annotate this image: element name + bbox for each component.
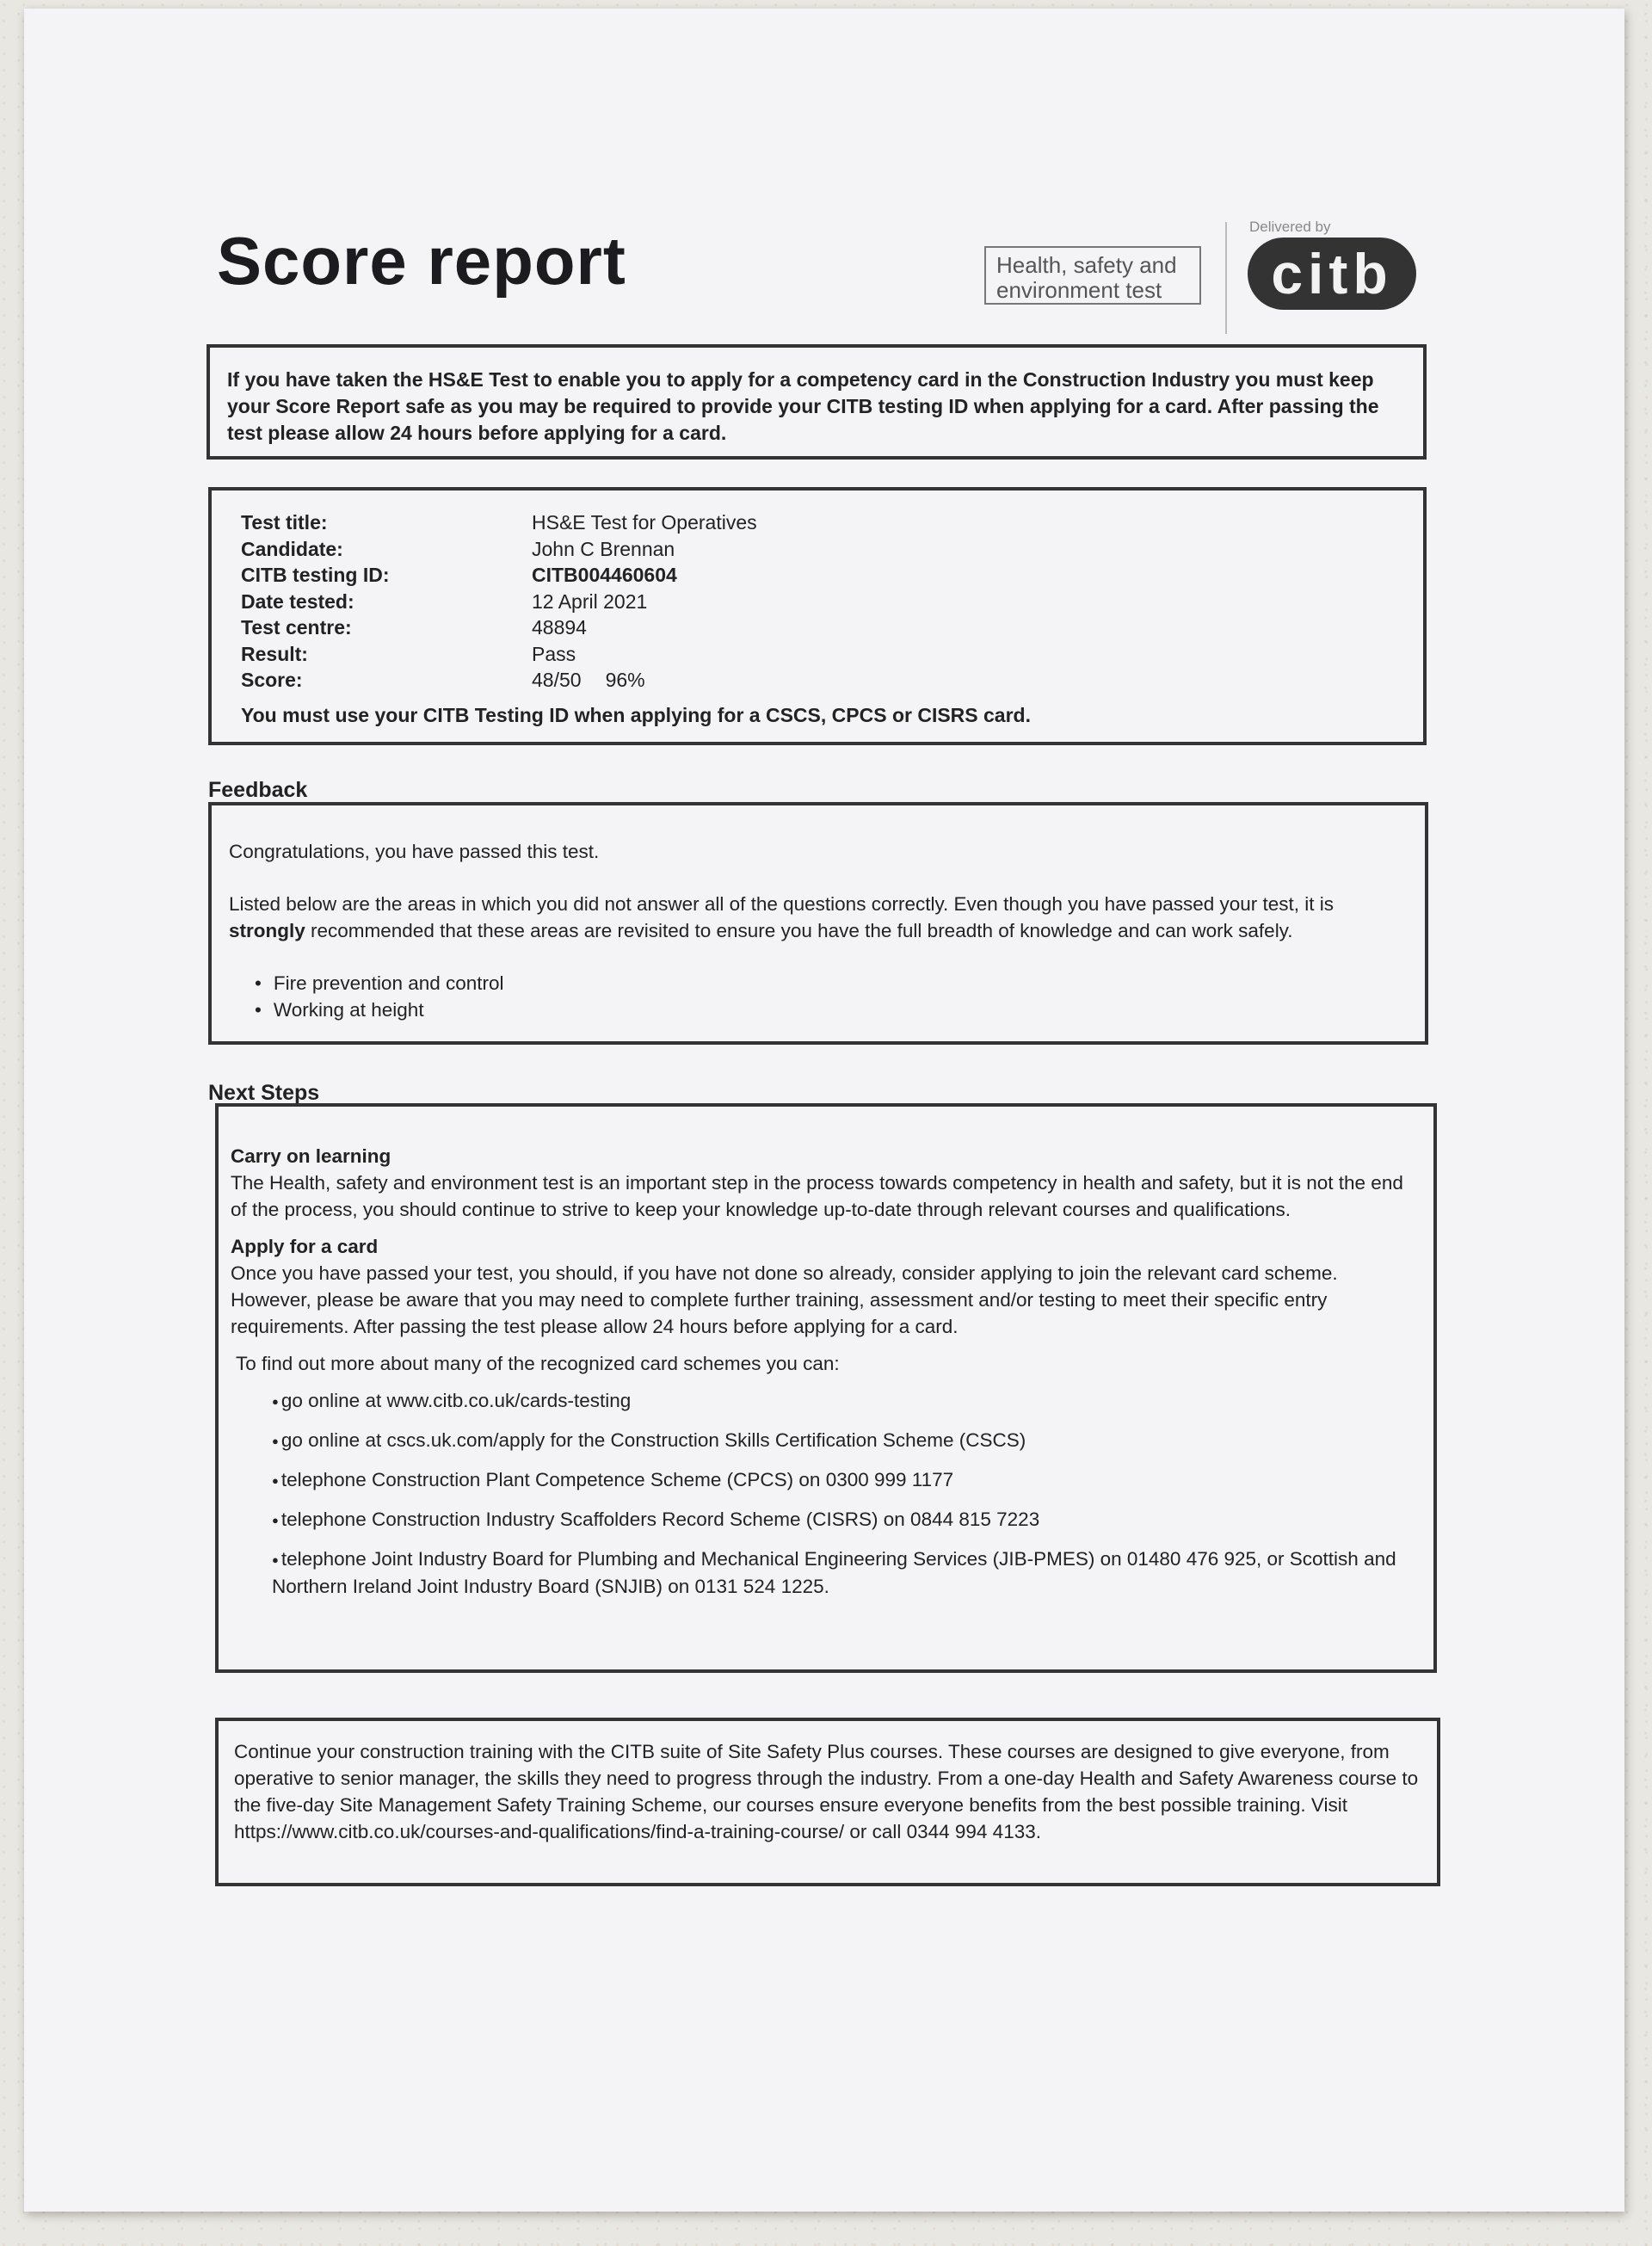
detail-row-result bbox=[241, 641, 757, 668]
list-item: ● go online at cscs.uk.com/apply for the Construction Skills Certification Scheme (CSCS) bbox=[272, 1427, 1418, 1454]
feedback-box bbox=[208, 802, 1428, 1045]
carry-on-learning-text: The Health, safety and environment test is an important step in the process towards competency in health and safety, but it is not the end of the process, you should continue to strive to keep your knowledge up-to-date through relevant courses and qualifications. bbox=[231, 1172, 1403, 1220]
strongly-emphasis: strongly bbox=[229, 920, 305, 941]
find-out-text: To find out more about many of the recognized card schemes you can: bbox=[236, 1353, 840, 1374]
list-item: ● go online at www.citb.co.uk/cards-testing bbox=[272, 1387, 1418, 1415]
detail-label: Score: bbox=[241, 669, 303, 691]
detail-value: 48894 bbox=[532, 616, 587, 639]
card-id-note: You must use your CITB Testing ID when applying for a CSCS, CPCS or CISRS card. bbox=[241, 704, 1031, 726]
apply-card-heading: Apply for a card bbox=[231, 1236, 379, 1257]
feedback-heading: Feedback bbox=[208, 778, 308, 802]
detail-label: Test centre: bbox=[241, 616, 352, 639]
detail-row-centre bbox=[241, 614, 757, 641]
intro-notice: If you have taken the HS&E Test to enable you to apply for a competency card in the Construction Industry you must keep your Score Report safe as you may be required to provide your CITB testing ID when applying for a card. After passing the test please allow 24 hours before applying for a card. bbox=[206, 344, 1427, 460]
detail-row-testing-id bbox=[241, 562, 757, 589]
test-details-list bbox=[241, 509, 757, 694]
detail-label: CITB testing ID: bbox=[241, 564, 390, 586]
detail-label: Result: bbox=[241, 642, 308, 665]
list-item: ● telephone Construction Industry Scaffolders Record Scheme (CISRS) on 0844 815 7223 bbox=[272, 1506, 1418, 1533]
apply-card-text: Once you have passed your test, you should, if you have not done so already, consider applying to join the relevant card scheme. However, please be aware that you may need to complete further training, assessment and/or testing to meet their specific entry requirements. After passing the test please allow 24 hours before applying for a card. bbox=[231, 1262, 1338, 1337]
card-scheme-options bbox=[272, 1387, 1418, 1600]
detail-row-test-title bbox=[241, 509, 757, 536]
detail-row-date bbox=[241, 589, 757, 615]
next-steps-heading: Next Steps bbox=[208, 1081, 320, 1105]
score-percentage: 96% bbox=[605, 669, 645, 691]
weak-areas-list bbox=[255, 970, 1408, 1023]
detail-value: Pass bbox=[532, 642, 576, 665]
list-item: ● telephone Construction Plant Competence Scheme (CPCS) on 0300 999 1177 bbox=[272, 1466, 1418, 1494]
detail-row-score bbox=[241, 667, 757, 694]
test-details-box bbox=[208, 487, 1427, 745]
list-item: ● telephone Joint Industry Board for Plumbing and Mechanical Engineering Services (JIB-PMES) on 01480 476 925, or Scottish and Northern Ireland Joint Industry Board (SNJIB) on 0131 524 1225. bbox=[272, 1546, 1418, 1600]
detail-row-candidate bbox=[241, 536, 757, 563]
logo-divider bbox=[1225, 222, 1227, 334]
congrats-text: Congratulations, you have passed this test. bbox=[229, 841, 600, 862]
page-title: Score report bbox=[217, 223, 626, 299]
carry-on-learning-heading: Carry on learning bbox=[231, 1145, 391, 1167]
delivered-by-label: Delivered by bbox=[1249, 219, 1331, 235]
detail-label: Test title: bbox=[241, 511, 328, 534]
detail-value: 12 April 2021 bbox=[532, 589, 648, 613]
next-steps-box bbox=[215, 1103, 1437, 1673]
list-item: • Working at height bbox=[255, 997, 1408, 1023]
hse-test-logo: Health, safety and environment test bbox=[984, 246, 1201, 305]
citb-logo: citb bbox=[1248, 238, 1416, 310]
detail-label: Date tested: bbox=[241, 589, 354, 613]
detail-value: HS&E Test for Operatives bbox=[532, 511, 757, 534]
detail-value: 48/50 bbox=[532, 669, 582, 691]
detail-label: Candidate: bbox=[241, 537, 343, 560]
feedback-text: Listed below are the areas in which you did not answer all of the questions correctly. Even though you have passed your test, it is strongly recommended that these areas are revisited to ensure you have the full breadth of knowledge and can work safely. bbox=[229, 893, 1335, 941]
detail-value: CITB004460604 bbox=[532, 564, 677, 586]
training-promo-box: Continue your construction training with the CITB suite of Site Safety Plus courses. These courses are designed to give everyone, from operative to senior manager, the skills they need to progress through the industry. From a one-day Health and Safety Awareness course to the five-day Site Management Safety Training Scheme, our courses ensure everyone benefits from the best possible training. Visit https://www.citb.co.uk/courses-and-qualifications/find-a-training-course/ or call 0344 994 4133. bbox=[215, 1718, 1440, 1886]
list-item: • Fire prevention and control bbox=[255, 970, 1408, 997]
detail-value: John C Brennan bbox=[532, 537, 675, 560]
